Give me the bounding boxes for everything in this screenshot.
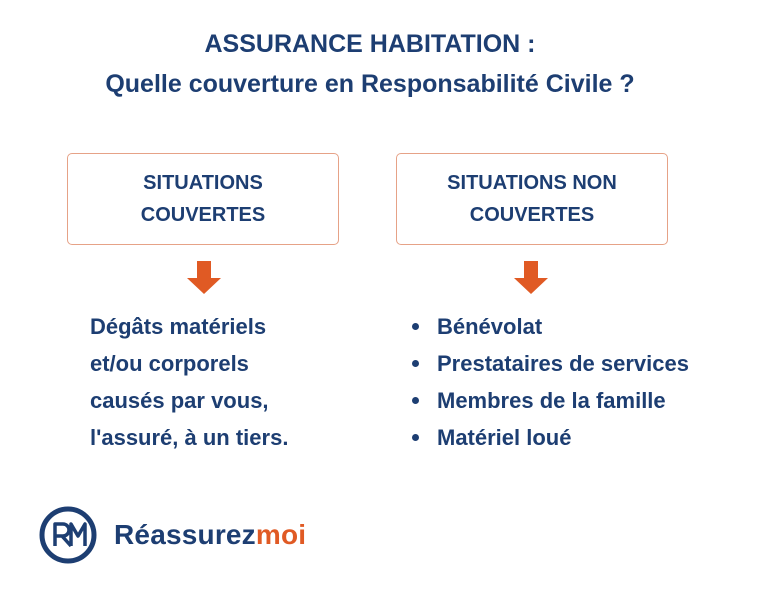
not-covered-heading-line2: COUVERTES <box>469 204 595 226</box>
list-item-text: Matériel loué <box>437 425 572 450</box>
description-line: causés par vous, <box>90 388 269 413</box>
list-item <box>412 308 689 345</box>
list-item <box>412 345 689 382</box>
arrow-down-icon <box>514 261 548 294</box>
arrow-down-icon <box>187 261 221 294</box>
covered-heading-box <box>67 153 339 245</box>
list-item-text: Bénévolat <box>437 314 543 339</box>
rm-logo-icon <box>38 505 98 565</box>
description-line: Dégâts matériels <box>90 314 267 339</box>
brand-name: Réassurez <box>114 519 256 550</box>
title-line-1: ASSURANCE HABITATION : <box>204 30 536 58</box>
covered-heading-line1: SITUATIONS <box>143 172 263 194</box>
description-line: l'assuré, à un tiers. <box>90 425 289 450</box>
bullet-icon <box>412 360 419 367</box>
brand-name-accent: moi <box>255 519 307 550</box>
list-item-text: Prestataires de services <box>437 351 689 376</box>
not-covered-list <box>412 308 689 456</box>
not-covered-heading-line1: SITUATIONS NON <box>447 172 617 194</box>
covered-description <box>90 308 288 456</box>
not-covered-heading-box <box>396 153 668 245</box>
covered-heading-line2: COUVERTES <box>140 204 266 226</box>
bullet-icon <box>412 323 419 330</box>
brand-logo <box>38 505 306 565</box>
list-item <box>412 419 689 456</box>
description-line: et/ou corporels <box>90 351 249 376</box>
list-item-text: Membres de la famille <box>437 388 666 413</box>
title-line-2: Quelle couverture en Responsabilité Civile ? <box>105 70 635 98</box>
bullet-icon <box>412 397 419 404</box>
bullet-icon <box>412 434 419 441</box>
list-item <box>412 382 689 419</box>
